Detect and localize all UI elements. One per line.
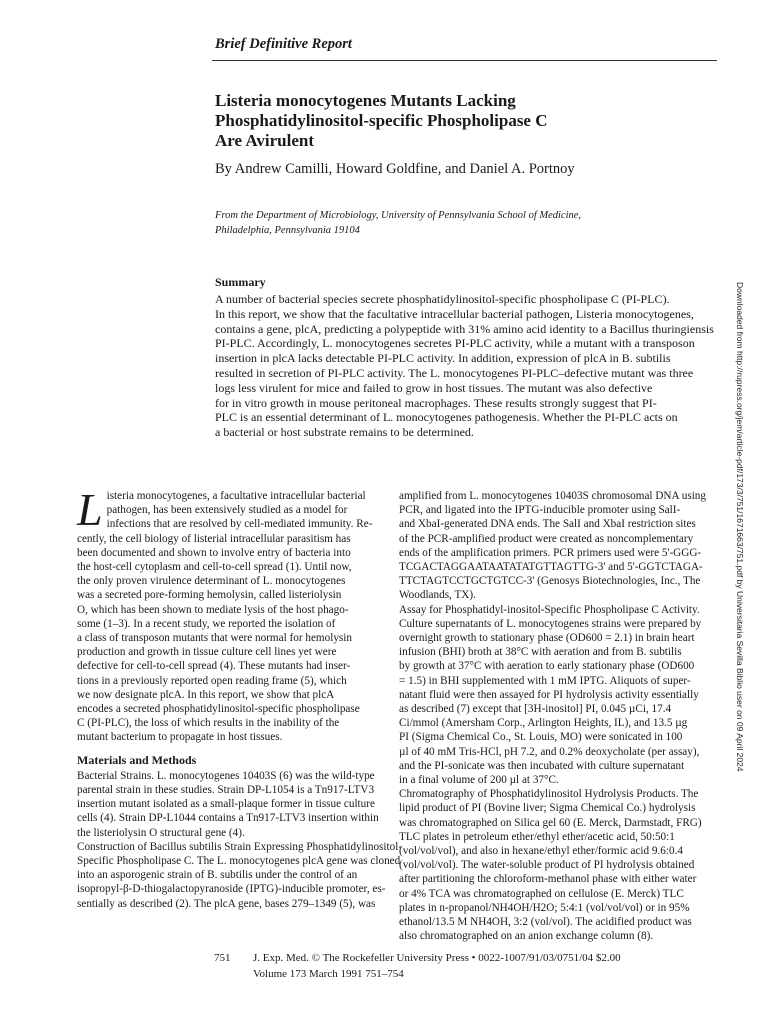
report-type-label: Brief Definitive Report xyxy=(215,36,352,52)
body-line: µl of 40 mM Tris-HCl, pH 7.2, and 0.2% deoxycholate (per assay), xyxy=(399,745,700,758)
methods-heading: Materials and Methods xyxy=(77,752,197,767)
body-line: infusion (BHI) broth at 38°C with aeration and from B. subtilis xyxy=(399,646,682,659)
body-line: TCGACTAGGAATAATATATGTTAGTTG-3' and 5'-GGTCTAGA- xyxy=(399,561,703,574)
summary-line: resulted in secretion of PI-PLC activity. The L. monocytogenes PI-PLC–defective mutant was three xyxy=(215,365,694,380)
header-rule xyxy=(212,60,717,61)
methods-line: insertion mutant isolated as a small-plaque former in tissue culture xyxy=(77,798,375,811)
title-line: Listeria monocytogenes Mutants Lacking xyxy=(215,91,516,110)
summary-line: contains a gene, plcA, predicting a polypeptide with 31% amino acid identity to a Bacillus thuringiensis xyxy=(215,321,714,336)
title-line: Phosphatidylinositol-specific Phospholipase C xyxy=(215,111,548,130)
intro-line: been documented and shown to involve entry of bacteria into xyxy=(77,546,351,559)
download-watermark-text: Downloaded from http://rupress.org/jem/article-pdf/173/3/751/1671663/751.pdf by Universitaria Sevilla Biblio user on 09 April 2024 xyxy=(735,282,745,772)
body-line: Chromatography of Phosphatidylinositol Hydrolysis Products. The xyxy=(399,788,699,801)
affiliation-line: Philadelphia, Pennsylvania 19104 xyxy=(215,225,360,236)
body-line: ethanol/13.5 M NH4OH, 3:2 (vol/vol). The acidified product was xyxy=(399,916,692,929)
body-line: as described (7) except that [3H-inositol] PI, 0.045 µCi, 17.4 xyxy=(399,703,672,716)
summary-line: a bacterial or host substrate remains to be determined. xyxy=(215,425,474,440)
summary-line: A number of bacterial species secrete phosphatidylinositol-specific phospholipase C (PI-PLC). xyxy=(215,292,670,306)
intro-line: infections that are resolved by cell-mediated immunity. Re- xyxy=(106,518,373,531)
body-line: (vol/vol/vol), and also in hexane/ethyl ether/formic acid 9.6:0.4 xyxy=(399,845,683,858)
journal-citation: J. Exp. Med. © The Rockefeller University Press • 0022-1007/91/03/0751/04 $2.00 xyxy=(253,952,621,964)
intro-line: pathogen, has been extensively studied as a model for xyxy=(106,504,348,517)
body-line: was chromatographed on Silica gel 60 (E. Merck, Darmstadt, FRG) xyxy=(399,816,702,829)
summary-line: for in vitro growth in mouse peritoneal macrophages. These results strongly suggest that PI- xyxy=(215,395,657,410)
intro-line: some (1–3). In a recent study, we reported the isolation of xyxy=(77,617,336,630)
summary-heading: Summary xyxy=(215,275,266,289)
intro-paragraph xyxy=(77,484,395,745)
body-line: Culture supernatants of L. monocytogenes strains were prepared by xyxy=(399,617,702,630)
intro-line: isteria monocytogenes, a facultative intracellular bacterial xyxy=(106,490,366,502)
affiliation-line: From the Department of Microbiology, University of Pennsylvania School of Medicine, xyxy=(215,210,582,221)
body-line: Ci/mmol (Amersham Corp., Arlington Heights, IL), and 13.5 µg xyxy=(399,717,688,730)
body-line: PCR, and ligated into the IPTG-inducible promoter using SalI- xyxy=(399,504,681,517)
body-line: ends of the amplification primers. PCR primers used were 5'-GGG- xyxy=(399,546,702,559)
affiliation xyxy=(215,208,581,238)
intro-line: we now designate plcA. In this report, we show that plcA xyxy=(77,688,335,701)
summary-body xyxy=(215,292,714,440)
body-line: lipid product of PI (Bovine liver; Sigma Chemical Co.) hydrolysis xyxy=(399,802,696,815)
intro-line: the only proven virulence determinant of L. monocytogenes xyxy=(77,575,346,588)
summary-line: PI-PLC. Accordingly, L. monocytogenes secretes PI-PLC activity, while a mutant with a transposon xyxy=(215,336,695,351)
body-line: and XbaI-generated DNA ends. The SalI and XbaI restriction sites xyxy=(399,518,696,531)
intro-line: C (PI-PLC), the loss of which results in the inability of the xyxy=(77,717,340,730)
body-line: = 1.5) in BHI supplemented with 1 mM IPTG. Aliquots of super- xyxy=(399,674,691,687)
right-column xyxy=(399,489,724,944)
methods-line: isopropyl-β-D-thiogalactopyranoside (IPTG)-inducible promoter, es- xyxy=(77,883,386,896)
body-line: PI (Sigma Chemical Co., St. Louis, MO) were sonicated in 100 xyxy=(399,731,683,744)
body-line: overnight growth to stationary phase (OD600 = 2.1) in brain heart xyxy=(399,632,695,645)
body-line: of the PCR-amplified product were created as noncomplementary xyxy=(399,532,694,545)
body-line: Assay for Phosphatidyl-inositol-Specific Phospholipase C Activity. xyxy=(399,603,700,616)
methods-paragraph xyxy=(77,769,403,911)
body-line: TLC plates in petroleum ether/ethyl ether/acetic acid, 50:50:1 xyxy=(399,830,675,843)
body-line: or 4% TCA was chromatographed on cellulose (E. Merck) TLC xyxy=(399,887,684,900)
intro-line: the host-cell cytoplasm and cell-to-cell spread (1). Until now, xyxy=(77,561,352,574)
intro-line: encodes a secreted phosphatidylinositol-specific phospholipase xyxy=(77,703,360,716)
body-line: also chromatographed on an anion exchange column (8). xyxy=(399,930,654,943)
methods-line: into an asporogenic strain of B. subtilis under the control of an xyxy=(77,869,358,882)
intro-line: production and growth in tissue culture cell lines yet were xyxy=(77,646,337,659)
summary-line: logs less virulent for mice and failed to grow in host tissues. The mutant was also defective xyxy=(215,380,653,395)
intro-line: was a secreted pore-forming hemolysin, called listeriolysin xyxy=(77,589,342,602)
intro-line: mutant bacterium to propagate in host tissues. xyxy=(77,731,283,744)
body-line: and the PI-sonicate was then incubated with culture supernatant xyxy=(399,759,685,772)
title-line: Are Avirulent xyxy=(215,131,314,150)
methods-line: sentially as described (2). The plcA gene, bases 279–1349 (5), was xyxy=(77,897,376,910)
intro-line: O, which has been shown to mediate lysis of the host phago- xyxy=(77,603,349,616)
methods-line: the listeriolysin O structural gene (4). xyxy=(77,826,245,839)
body-line: in a final volume of 200 µl at 37°C. xyxy=(399,774,559,787)
body-line: natant fluid were then assayed for PI hydrolysis activity essentially xyxy=(399,688,699,701)
intro-line: a class of transposon mutants that were normal for hemolysin xyxy=(77,632,352,645)
left-column xyxy=(77,484,403,911)
download-watermark xyxy=(733,282,745,772)
summary-line: In this report, we show that the facultative intracellular bacterial pathogen, Listeria monocytogenes, xyxy=(215,306,694,321)
methods-line: Construction of Bacillus subtilis Strain Expressing Phosphatidylinositol- xyxy=(77,840,403,853)
methods-line: Specific Phospholipase C. The L. monocytogenes plcA gene was cloned xyxy=(77,855,401,868)
body-line: Woodlands, TX). xyxy=(399,589,476,602)
intro-line: defective for cell-to-cell spread (4). These mutants had inser- xyxy=(77,660,351,673)
body-line: plates in n-propanol/NH4OH/H2O; 5:4:1 (vol/vol/vol) or in 95% xyxy=(399,901,690,914)
body-line: amplified from L. monocytogenes 10403S chromosomal DNA using xyxy=(399,490,706,502)
summary-line: PLC is an essential determinant of L. monocytogenes pathogenesis. Whether the PI-PLC acts on xyxy=(215,410,678,425)
drop-cap: L xyxy=(77,484,103,535)
summary-line: insertion in plcA lacks detectable PI-PLC activity. In addition, expression of plcA in B. subtilis xyxy=(215,351,671,366)
intro-line: cently, the cell biology of listerial intracellular parasitism has xyxy=(77,532,351,545)
page-number: 751 xyxy=(214,952,231,964)
intro-line: tions in a previously reported open reading frame (5), which xyxy=(77,674,347,687)
body-line: by growth at 37°C with aeration to early stationary phase (OD600 xyxy=(399,660,695,673)
body-line: (vol/vol/vol). The water-soluble product of PI hydrolysis obtained xyxy=(399,859,695,872)
body-line: TTCTAGTCCTGCTGTCC-3' (Genosys Biotechnologies, Inc., The xyxy=(399,575,701,588)
volume-line: Volume 173 March 1991 751–754 xyxy=(253,968,404,980)
methods-line: cells (4). Strain DP-L1044 contains a Tn917-LTV3 insertion within xyxy=(77,812,379,825)
author-line: By Andrew Camilli, Howard Goldfine, and Daniel A. Portnoy xyxy=(215,161,575,177)
methods-line: Bacterial Strains. L. monocytogenes 10403S (6) was the wild-type xyxy=(77,769,375,782)
article-title xyxy=(215,91,675,151)
body-line: after partitioning the chloroform-methanol phase with either water xyxy=(399,873,697,886)
methods-line: parental strain in these studies. Strain DP-L1054 is a Tn917-LTV3 xyxy=(77,784,375,797)
